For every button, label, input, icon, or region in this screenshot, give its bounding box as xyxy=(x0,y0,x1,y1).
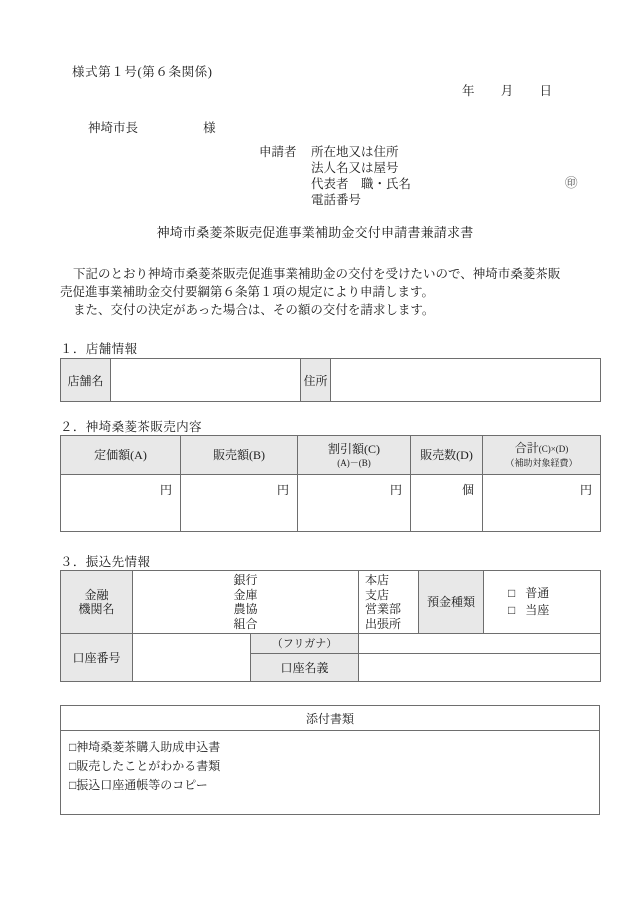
attachment-item-label: 振込口座通帳等のコピー xyxy=(76,778,208,792)
furigana-field[interactable] xyxy=(359,634,601,654)
applicant-row xyxy=(259,160,411,176)
list-price-field[interactable] xyxy=(61,475,181,532)
deposit-kind-current-label: 当座 xyxy=(525,603,550,617)
table-header-row xyxy=(61,706,600,731)
institution-name-label-line1: 金融 xyxy=(84,587,109,602)
shop-name-field[interactable] xyxy=(111,359,301,402)
addressee xyxy=(88,118,216,136)
col-header-discount-label: 割引額(C) xyxy=(328,441,380,456)
branch-type-branch: 支店 xyxy=(365,587,390,602)
deposit-kind-field xyxy=(484,571,601,634)
institution-type-bank: 銀行 xyxy=(233,573,258,587)
attachment-item[interactable] xyxy=(69,757,599,776)
col-header-sale-price xyxy=(181,436,298,475)
table-row xyxy=(61,731,600,815)
table-row xyxy=(61,359,601,402)
section-3-heading: ３．振込先情報 xyxy=(60,555,151,569)
checkbox-icon[interactable]: □ xyxy=(69,740,77,754)
col-header-list-price-label: 定価額(A) xyxy=(94,447,147,462)
account-number-field[interactable] xyxy=(133,634,251,682)
col-header-total-label: 合計 xyxy=(514,441,539,455)
account-name-label: 口座名義 xyxy=(251,654,359,682)
branch-type-sub-branch: 出張所 xyxy=(365,616,402,631)
institution-name-label xyxy=(61,571,133,634)
form-number: 様式第１号(第６条関係) xyxy=(72,65,213,79)
deposit-kind-label: 預金種類 xyxy=(419,571,484,634)
table-row xyxy=(61,634,601,654)
branch-type-head-office: 本店 xyxy=(365,573,390,587)
applicant-block xyxy=(259,144,411,208)
attachment-item[interactable] xyxy=(69,738,599,757)
discount-field[interactable] xyxy=(298,475,411,532)
col-header-total-note: （補助対象経費） xyxy=(505,458,578,468)
total-field[interactable] xyxy=(483,475,601,532)
unit-yen: 円 xyxy=(389,483,402,497)
deposit-kind-option-ordinary[interactable] xyxy=(508,585,600,602)
unit-yen: 円 xyxy=(579,483,592,497)
attachments-list xyxy=(61,731,600,815)
addressee-name: 神埼市長 xyxy=(88,121,139,135)
sale-price-field[interactable] xyxy=(181,475,298,532)
quantity-field[interactable] xyxy=(411,475,483,532)
applicant-field-representative: 代表者 職・氏名 xyxy=(311,177,412,191)
sales-content-table xyxy=(60,435,601,532)
checkbox-icon[interactable]: □ xyxy=(69,778,77,792)
col-header-sale-price-label: 販売額(B) xyxy=(213,447,265,462)
account-number-label: 口座番号 xyxy=(61,634,133,682)
attachment-item-label: 販売したことがわかる書類 xyxy=(76,759,221,773)
body-paragraph-1: 下記のとおり神埼市桑菱茶販売促進事業補助金の交付を受けたいので、神埼市桑菱茶販売促進事業補助金交付要綱第６条第１項の規定により申請します。 xyxy=(60,267,561,299)
deposit-kind-ordinary-label: 普通 xyxy=(525,586,550,600)
date-line xyxy=(462,81,552,99)
deposit-kind-option-current[interactable] xyxy=(508,602,600,619)
attachment-item[interactable] xyxy=(69,776,599,795)
shop-address-field[interactable] xyxy=(331,359,601,402)
checkbox-icon[interactable]: □ xyxy=(69,759,77,773)
checkbox-icon[interactable]: □ xyxy=(508,603,516,617)
body-paragraph-2: また、交付の決定があった場合は、その額の交付を請求します。 xyxy=(73,303,435,317)
shop-info-table xyxy=(60,358,601,402)
unit-pieces: 個 xyxy=(461,483,474,497)
institution-type-nokyo: 農協 xyxy=(233,602,258,616)
applicant-row xyxy=(259,176,411,192)
unit-yen: 円 xyxy=(276,483,289,497)
institution-type-shinkin: 金庫 xyxy=(233,587,258,602)
shop-name-label: 店舗名 xyxy=(61,359,111,402)
applicant-label: 申請者 xyxy=(259,145,297,159)
branch-type-sales-dept: 営業部 xyxy=(365,602,402,616)
col-header-quantity xyxy=(411,436,483,475)
applicant-row xyxy=(259,192,411,208)
applicant-field-corporate-name: 法人名又は屋号 xyxy=(311,161,399,175)
shop-address-label: 住所 xyxy=(301,359,331,402)
institution-name-label-line2: 機関名 xyxy=(78,602,115,616)
date-day: 日 xyxy=(539,84,553,98)
seal-stamp-icon: ㊞ xyxy=(565,176,578,190)
col-header-quantity-label: 販売数(D) xyxy=(420,447,473,462)
applicant-field-location: 所在地又は住所 xyxy=(311,145,399,159)
col-header-total xyxy=(483,436,601,475)
institution-type-kumiai: 組合 xyxy=(233,616,258,631)
section-2-heading: ２．神埼桑菱茶販売内容 xyxy=(60,420,202,434)
attachments-table xyxy=(60,705,600,815)
table-row xyxy=(61,475,601,532)
attachment-item-label: 神埼桑菱茶購入助成申込書 xyxy=(76,740,221,754)
bank-transfer-table xyxy=(60,570,601,682)
unit-yen: 円 xyxy=(159,483,172,497)
institution-name-field[interactable] xyxy=(133,571,359,634)
col-header-list-price xyxy=(61,436,181,475)
branch-type-field[interactable] xyxy=(359,571,419,634)
col-header-discount xyxy=(298,436,411,475)
checkbox-icon[interactable]: □ xyxy=(508,586,516,600)
col-header-total-formula: (C)×(D) xyxy=(538,444,569,454)
account-name-field[interactable] xyxy=(359,654,601,682)
date-month: 月 xyxy=(500,84,514,98)
section-1-heading: １．店舗情報 xyxy=(60,342,138,356)
page-title: 神埼市桑菱茶販売促進事業補助金交付申請書兼請求書 xyxy=(156,225,474,240)
attachments-heading: 添付書類 xyxy=(61,706,600,731)
applicant-field-phone: 電話番号 xyxy=(311,193,362,207)
body-text xyxy=(60,265,572,319)
addressee-honorific: 様 xyxy=(203,121,216,135)
furigana-label: （フリガナ） xyxy=(251,634,359,654)
table-header-row xyxy=(61,436,601,475)
applicant-row xyxy=(259,144,411,160)
date-year: 年 xyxy=(462,84,475,98)
col-header-discount-formula: (A)－(B) xyxy=(337,457,371,468)
